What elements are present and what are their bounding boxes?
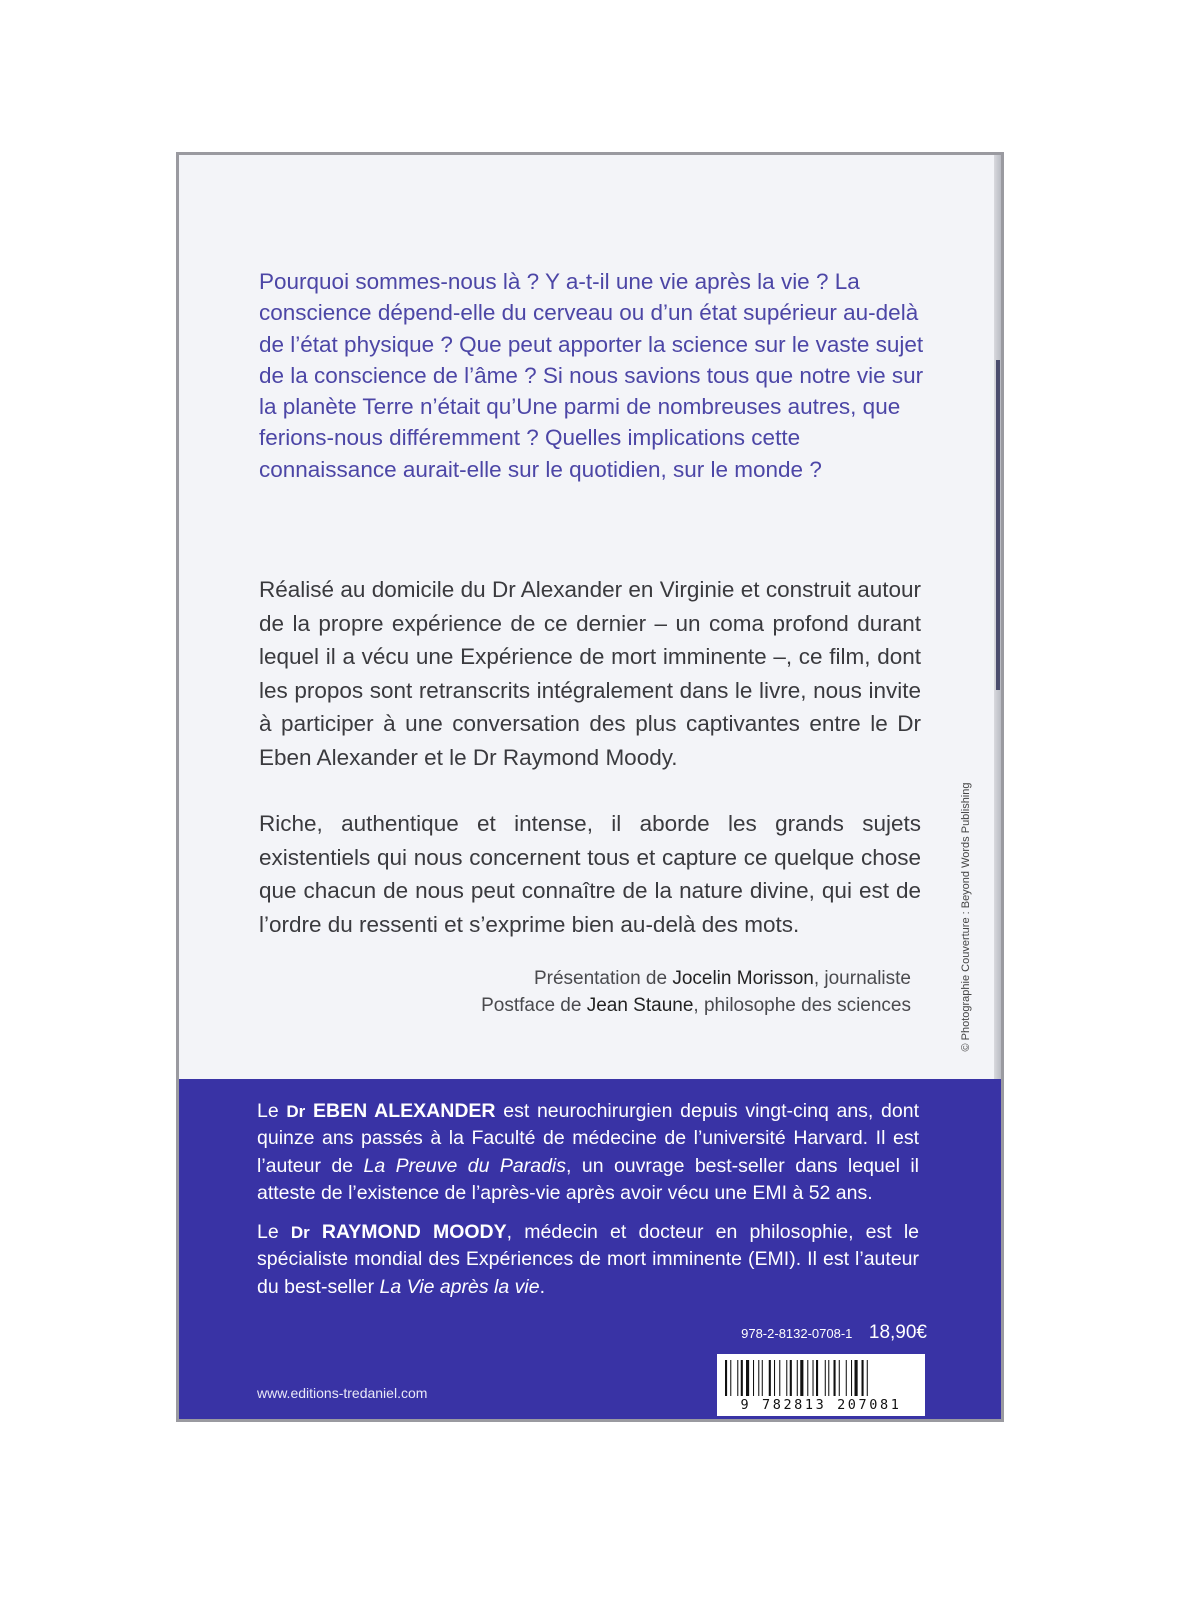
intro-questions: Pourquoi sommes-nous là ? Y a-t-il une vie après la vie ? La conscience dépend-elle du cerveau ou d’un état supérieur au-delà de l’état physique ? Que peut apporter la science sur le vaste sujet de la conscience de l’âme ? Si nous savions tous que notre vie sur la planète Terre n’était qu’Une parmi de nombreuses autres, que ferions-nous différemment ? Quelles implications cette connaissance aurait-elle sur le quotidien, sur le monde ? [259, 269, 924, 482]
barcode-stripe [762, 1360, 763, 1396]
isbn-price-row [741, 1322, 927, 1344]
photo-credit-area [953, 760, 979, 1075]
description-paragraph-1: Réalisé au domicile du Dr Alexander en Virginie et construit autour de la propre expérience de ce dernier – un coma profond durant lequel il a vécu une Expérience de mort imminente –, ce film, dont les propos sont retranscrits intégralement dans le livre, nous invite à participer à une conversation des plus captivantes entre le Dr Eben Alexander et le Dr Raymond Moody. [259, 577, 921, 770]
author-bio-band [179, 1079, 1004, 1422]
isbn-number: 978-2-8132-0708-1 [741, 1325, 853, 1341]
publisher-website: www.editions-tredaniel.com [257, 1385, 428, 1401]
barcode-bars [723, 1360, 919, 1396]
bio-eben-alexander: Le Dr EBEN ALEXANDER est neurochirurgien depuis vingt-cinq ans, dont quinze ans passés à la Faculté de médecine de l’université Harvard. Il est l’auteur de La Preuve du Paradis, un ouvrage best-seller dans lequel il atteste de l’existence de l’après-vie après avoir vécu une EMI à 52 ans. [257, 1100, 920, 1204]
barcode-stripe [753, 1360, 754, 1396]
barcode-stripe [779, 1360, 780, 1396]
barcode-stripe [800, 1360, 803, 1396]
book-title-preuve-paradis: La Preuve du Paradis [363, 1154, 567, 1177]
barcode-stripe [834, 1360, 836, 1396]
barcode-stripe [774, 1360, 775, 1396]
barcode-stripe [825, 1360, 826, 1396]
description-paragraph-2: Riche, authentique et intense, il aborde les grands sujets existentiels qui nous concernent tous et capture ce quelque chose que chacun de nous peut connaître de la nature divine, qui est de l’ordre du ressenti et s’exprime bien au-delà des mots. [259, 811, 921, 937]
barcode-stripe [851, 1360, 852, 1396]
barcode-stripe [737, 1360, 738, 1396]
barcode-stripe [725, 1360, 727, 1396]
postface-author-name: Jean Staune [586, 995, 694, 1016]
cover-spine-shadow [996, 360, 1000, 690]
barcode-stripe [746, 1360, 749, 1396]
barcode-stripe [790, 1360, 792, 1396]
barcode-stripe [816, 1360, 818, 1396]
book-back-cover [176, 152, 1004, 1422]
barcode-stripe [839, 1360, 840, 1396]
barcode-stripe [741, 1360, 743, 1396]
barcode-stripe [730, 1360, 731, 1396]
author-name-moody: RAYMOND MOODY [309, 1221, 507, 1243]
barcode-stripe [807, 1360, 808, 1396]
price-label: 18,90€ [868, 1322, 927, 1343]
book-title-vie-apres-vie: La Vie après la vie [379, 1275, 540, 1298]
barcode-stripe [813, 1360, 814, 1396]
barcode-stripe [846, 1360, 847, 1396]
photo-credit: © Photographie Couverture : Beyond Words Publishing [960, 782, 972, 1052]
barcode-stripe [862, 1360, 864, 1396]
author-name-alexander: EBEN ALEXANDER [305, 1100, 496, 1122]
credit-line-presentation: Présentation de Jocelin Morisson, journaliste [533, 968, 911, 989]
bio-raymond-moody: Le Dr RAYMOND MOODY, médecin et docteur en philosophie, est le spécialiste mondial des Expériences de mort imminente (EMI). Il est l’auteur du best-seller La Vie après la vie. [257, 1221, 919, 1298]
presenter-name: Jocelin Morisson [672, 968, 814, 989]
barcode-stripe [797, 1360, 798, 1396]
barcode-stripe [867, 1360, 868, 1396]
barcode-digits: 9 782813 207081 [740, 1397, 902, 1413]
barcode-stripe [828, 1360, 829, 1396]
credit-line-postface: Postface de Jean Staune, philosophe des sciences [481, 995, 911, 1016]
barcode-stripe [855, 1360, 858, 1396]
contributors-credits [481, 965, 911, 1019]
barcode-stripe [758, 1360, 759, 1396]
barcode [717, 1354, 925, 1416]
barcode-stripe [786, 1360, 787, 1396]
barcode-stripe [769, 1360, 771, 1396]
